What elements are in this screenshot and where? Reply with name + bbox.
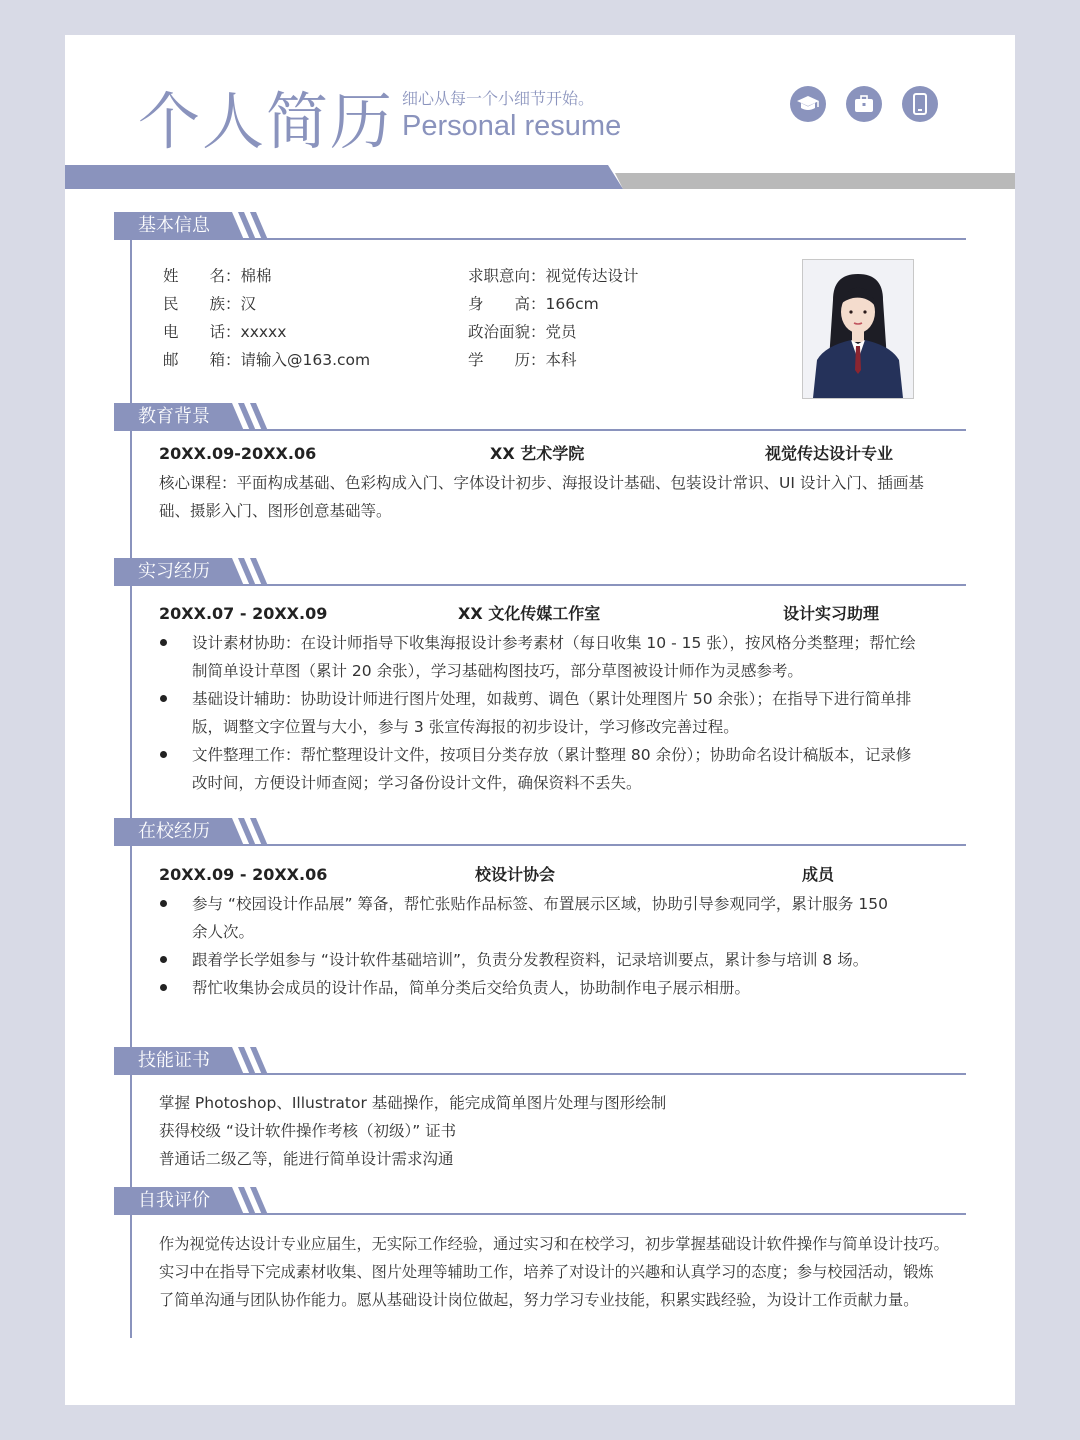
section-title: 在校经历 (138, 821, 210, 842)
height-field: 身 高：166cm (468, 295, 599, 313)
internship-item-line: 文件整理工作：帮忙整理设计文件，按项目分类存放（累计整理 80 余份）；协助命名设计稿版本，记录修 (192, 746, 912, 764)
section-title: 基本信息 (138, 215, 210, 236)
internship-company: XX 文化传媒工作室 (458, 604, 601, 623)
education-courses: 核心课程：平面构成基础、色彩构成入门、字体设计初步、海报设计基础、包装设计常识、UI 设计入门、插画基 (159, 474, 924, 492)
name-field: 姓 名：棉棉 (163, 267, 272, 285)
campus-item-line: 跟着学长学姐参与 “设计软件基础培训”，负责分发教程资料，记录培训要点，累计参与培训 8 场。 (192, 951, 869, 969)
section-title: 自我评价 (138, 1190, 210, 1211)
briefcase-icon (846, 86, 882, 122)
bullet-dot (160, 956, 167, 963)
internship-item-line: 设计素材协助：在设计师指导下收集海报设计参考素材（每日收集 10 - 15 张），按风格分类整理；帮忙绘 (192, 634, 916, 652)
political-field: 政治面貌：党员 (468, 323, 577, 341)
self-eval-line: 了简单沟通与团队协作能力。愿从基础设计岗位做起，努力学习专业技能，积累实践经验，为设计工作贡献力量。 (159, 1291, 919, 1309)
skill-line: 普通话二级乙等，能进行简单设计需求沟通 (159, 1150, 454, 1168)
campus-role: 成员 (802, 865, 835, 884)
internship-item-line: 版，调整文字位置与大小，参与 3 张宣传海报的初步设计，学习修改完善过程。 (192, 718, 739, 736)
bullet-dot (160, 900, 167, 907)
section-header-campus (114, 818, 966, 846)
degree-field: 学 历：本科 (468, 351, 577, 369)
internship-period: 20XX.07 - 20XX.09 (159, 604, 328, 623)
education-period: 20XX.09-20XX.06 (159, 444, 317, 463)
campus-org: 校设计协会 (475, 865, 556, 884)
campus-item-line: 余人次。 (192, 923, 255, 941)
skill-line: 掌握 Photoshop、Illustrator 基础操作，能完成简单图片处理与图形绘制 (159, 1094, 667, 1112)
graduation-cap-icon (790, 86, 826, 122)
profile-photo (802, 259, 914, 399)
internship-item-line: 基础设计辅助：协助设计师进行图片处理，如裁剪、调色（累计处理图片 50 余张）；在指导下进行简单排 (192, 690, 912, 708)
resume-title-en: Personal resume (402, 110, 622, 142)
ethnic-field: 民 族：汉 (163, 295, 257, 313)
campus-item-line: 参与 “校园设计作品展” 筹备，帮忙张贴作品标签、布置展示区域，协助引导参观同学，累计服务 150 (192, 895, 888, 913)
email-field: 邮 箱：请输入@163.com (163, 351, 371, 369)
campus-period: 20XX.09 - 20XX.06 (159, 865, 328, 884)
intent-field: 求职意向：视觉传达设计 (468, 267, 639, 285)
bullet-dot (160, 751, 167, 758)
education-school: XX 艺术学院 (490, 444, 585, 463)
bullet-dot (160, 984, 167, 991)
section-title: 实习经历 (138, 561, 210, 582)
section-header-education (114, 403, 966, 431)
internship-role: 设计实习助理 (783, 604, 880, 623)
internship-item-line: 制简单设计草图（累计 20 余张），学习基础构图技巧，部分草图被设计师作为灵感参考。 (192, 662, 803, 680)
header-band (65, 165, 1015, 189)
skill-line: 获得校级 “设计软件操作考核（初级）” 证书 (159, 1122, 457, 1140)
section-header-self-eval (114, 1187, 966, 1215)
section-title: 技能证书 (138, 1050, 210, 1071)
education-courses-cont: 础、摄影入门、图形创意基础等。 (159, 502, 392, 520)
bullet-dot (160, 639, 167, 646)
section-header-skills (114, 1047, 966, 1075)
resume-title-cn: 个人简历 (138, 85, 395, 158)
section-header-internship (114, 558, 966, 586)
self-eval-line: 作为视觉传达设计专业应届生，无实际工作经验，通过实习和在校学习，初步掌握基础设计软件操作与简单设计技巧。 (159, 1235, 949, 1253)
section-title: 教育背景 (138, 406, 210, 427)
phone-field: 电 话：xxxxx (163, 323, 287, 341)
section-header-basic (114, 212, 966, 240)
campus-item-line: 帮忙收集协会成员的设计作品，简单分类后交给负责人，协助制作电子展示相册。 (192, 979, 751, 997)
internship-item-line: 改时间，方便设计师查阅；学习备份设计文件，确保资料不丢失。 (192, 774, 642, 792)
bullet-dot (160, 695, 167, 702)
phone-icon (902, 86, 938, 122)
self-eval-line: 实习中在指导下完成素材收集、图片处理等辅助工作，培养了对设计的兴趣和认真学习的态度；参与校园活动，锻炼 (159, 1263, 934, 1281)
resume-slogan: 细心从每一个小细节开始。 (402, 89, 595, 108)
education-major: 视觉传达设计专业 (765, 444, 894, 463)
